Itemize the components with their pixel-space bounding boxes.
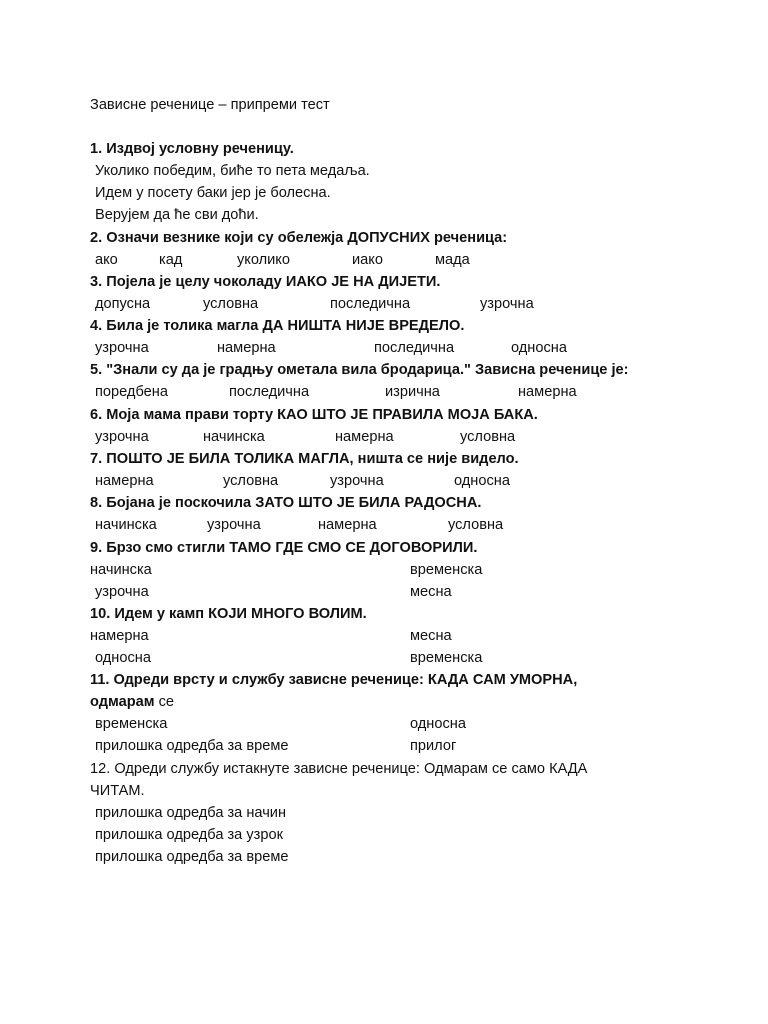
answer-option: прилошка одредба за узрок — [95, 827, 283, 843]
question-7: 7. ПОШТО ЈЕ БИЛА ТОЛИКА МАГЛА, ништа се није видело. — [90, 451, 519, 467]
answer-option: прилошка одредба за начин — [95, 805, 287, 821]
answer-option: временска — [410, 562, 483, 578]
answer-option: односна — [511, 340, 567, 356]
answer-option: прилошка одредба за време — [95, 849, 289, 865]
answer-option: изрична — [385, 384, 440, 400]
answer-option: временска — [95, 716, 168, 732]
answer-option: условна — [448, 517, 504, 533]
answer-option: односна — [454, 473, 510, 489]
question-8: 8. Бојана је поскочила ЗАТО ШТО ЈЕ БИЛА РАДОСНА. — [90, 495, 482, 511]
answer-option: месна — [410, 584, 452, 600]
answer-option: односна — [410, 716, 466, 732]
answer-option: намерна — [95, 473, 154, 489]
answer-option: ако — [95, 252, 118, 268]
question-1: 1. Издвој условну реченицу. — [90, 141, 294, 157]
answer-option: мада — [435, 252, 470, 268]
answer-option: узрочна — [207, 517, 261, 533]
answer-option: односна — [95, 650, 151, 666]
q1-sentence: Уколико победим, биће то пета медаља. — [95, 163, 370, 179]
question-11: 11. Одреди врсту и службу зависне реченице: КАДА САМ УМОРНА, — [90, 672, 578, 688]
answer-option: намерна — [518, 384, 577, 400]
answer-option: условна — [223, 473, 279, 489]
q7-options — [0, 470, 768, 492]
question-12: 12. Одреди службу истакнуте зависне реченице: Одмарам се само КАДА — [90, 761, 588, 777]
q10-options-row-1 — [0, 625, 768, 647]
answer-option: намерна — [217, 340, 276, 356]
answer-option: условна — [460, 429, 516, 445]
q9-options-row-2 — [0, 581, 768, 603]
answer-option: кад — [159, 252, 183, 268]
answer-option: намерна — [90, 628, 149, 644]
q1-sentence: Идем у посету баки јер је болесна. — [95, 185, 331, 201]
answer-option: последична — [374, 340, 455, 356]
question-11-continuation: одмарам се — [90, 694, 175, 710]
question-6: 6. Моја мама прави торту КАО ШТО ЈЕ ПРАВИЛА МОЈА БАКА. — [90, 407, 538, 423]
answer-option: иако — [352, 252, 383, 268]
q10-options-row-2 — [0, 647, 768, 669]
question-5: 5. "Знали су да је градњу ометала вила бродарица." Зависна реченице је: — [90, 362, 629, 378]
answer-option: узрочна — [95, 429, 149, 445]
question-12-continuation: ЧИТАМ. — [90, 783, 145, 799]
q1-sentence: Верујем да ће сви доћи. — [95, 207, 259, 223]
q5-options — [0, 381, 768, 403]
q12-option — [0, 846, 768, 868]
answer-option: последична — [229, 384, 310, 400]
answer-option: месна — [410, 628, 452, 644]
answer-option: узрочна — [330, 473, 384, 489]
answer-option: начинска — [95, 517, 157, 533]
q9-options-row-1 — [0, 559, 768, 581]
q6-options — [0, 426, 768, 448]
answer-option: прилог — [410, 738, 457, 754]
q4-options — [0, 337, 768, 359]
answer-option: узрочна — [480, 296, 534, 312]
answer-option: условна — [203, 296, 259, 312]
question-9: 9. Брзо смо стигли ТАМО ГДЕ СМО СЕ ДОГОВОРИЛИ. — [90, 540, 478, 556]
q12-option — [0, 802, 768, 824]
q2-options — [0, 249, 768, 271]
answer-option: допусна — [95, 296, 151, 312]
question-3: 3. Појела је целу чоколаду ИАКО ЈЕ НА ДИЈЕТИ. — [90, 274, 441, 290]
question-10: 10. Идем у камп КОЈИ МНОГО ВОЛИМ. — [90, 606, 367, 622]
answer-option: временска — [410, 650, 483, 666]
answer-option: последична — [330, 296, 411, 312]
answer-option: уколико — [237, 252, 290, 268]
answer-option: намерна — [335, 429, 394, 445]
q12-option — [0, 824, 768, 846]
question-4: 4. Била је толика магла ДА НИШТА НИЈЕ ВРЕДЕЛО. — [90, 318, 465, 334]
q11-options-row-1 — [0, 713, 768, 735]
answer-option: начинска — [203, 429, 265, 445]
answer-option: начинска — [90, 562, 152, 578]
answer-option: намерна — [318, 517, 377, 533]
answer-option: прилошка одредба за време — [95, 738, 289, 754]
q11-options-row-2 — [0, 735, 768, 757]
question-2: 2. Означи везнике који су обележја ДОПУСНИХ реченица: — [90, 230, 508, 246]
answer-option: узрочна — [95, 340, 149, 356]
answer-option: узрочна — [95, 584, 149, 600]
answer-option: поредбена — [95, 384, 168, 400]
q8-options — [0, 514, 768, 536]
q3-options — [0, 293, 768, 315]
document-title: Зависне реченице – припреми тест — [90, 97, 330, 113]
